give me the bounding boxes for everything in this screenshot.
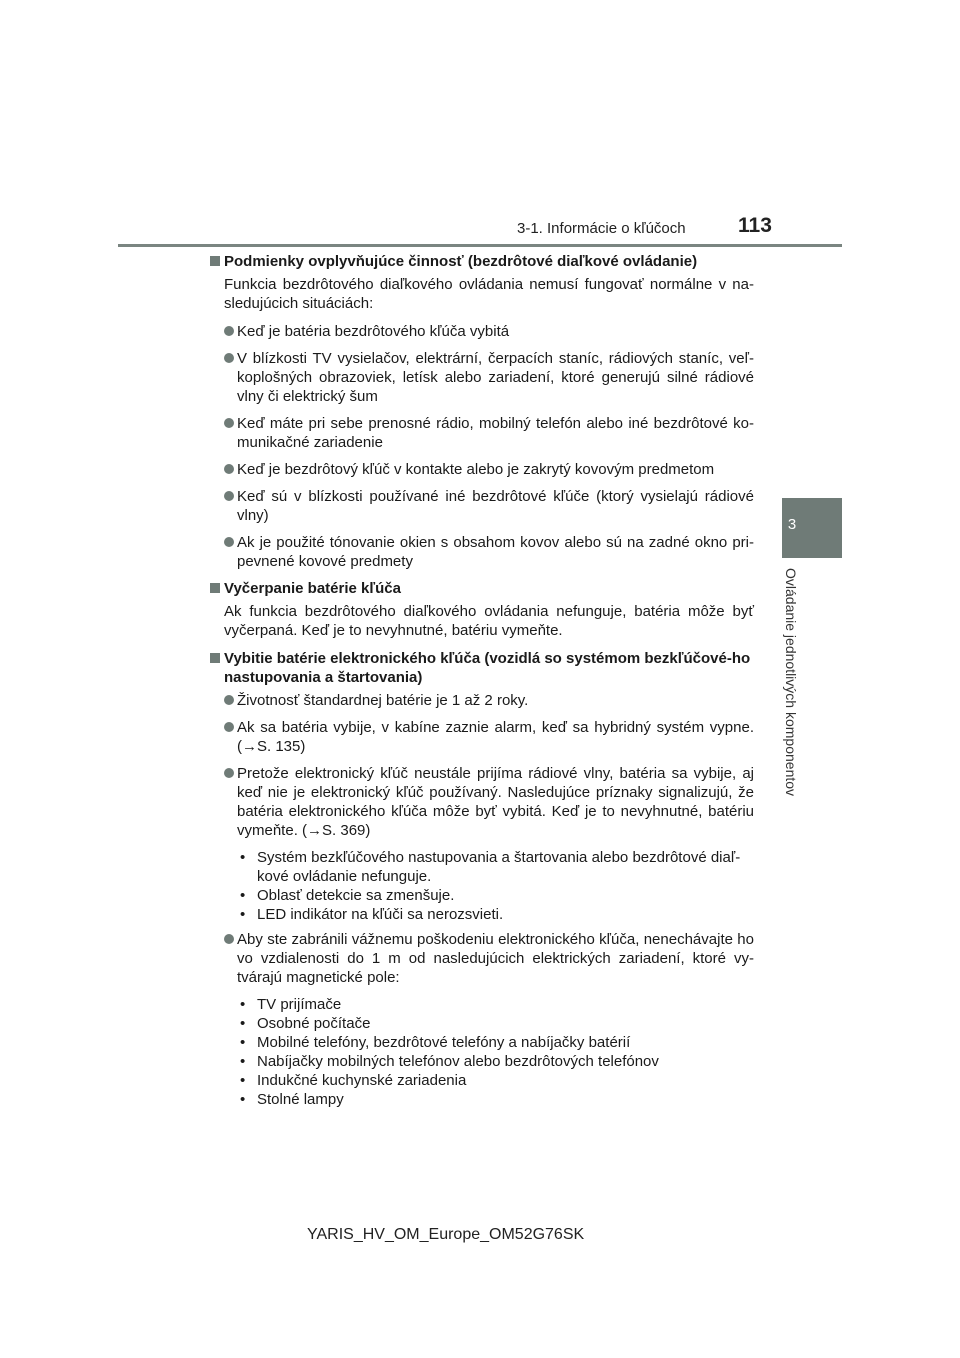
section-heading: Podmienky ovplyvňujúce činnosť (bezdrôtové diaľkové ovládanie)	[208, 252, 754, 271]
square-bullet-icon	[210, 583, 220, 593]
chapter-tab-number: 3	[787, 516, 797, 533]
section-intro: Funkcia bezdrôtového diaľkového ovládania nemusí fungovať normálne v na-sledujúcich situáciách:	[224, 276, 754, 312]
dot-bullet-icon: •	[240, 849, 246, 866]
square-bullet-icon	[210, 256, 220, 266]
sub-list-item: • Mobilné telefóny, bezdrôtové telefóny a nabíjačky batérií	[240, 1034, 631, 1051]
device-list	[208, 995, 754, 1109]
page-number: 113	[738, 214, 772, 237]
section-heading: Vyčerpanie batérie kľúča	[208, 579, 754, 598]
circle-bullet-icon	[224, 695, 234, 705]
dot-bullet-icon: •	[240, 1034, 246, 1051]
sub-list-item: • Nabíjačky mobilných telefónov alebo bezdrôtových telefónov	[240, 1053, 659, 1070]
header-rule	[118, 244, 842, 247]
dot-bullet-icon: •	[240, 996, 246, 1013]
section-intro: Ak funkcia bezdrôtového diaľkového ovládania nefunguje, batéria môže byť vyčerpaná. Keď je to nevyhnutné, batériu vymeňte.	[224, 603, 754, 639]
circle-bullet-icon	[224, 418, 234, 428]
circle-bullet-icon	[224, 768, 234, 778]
dot-bullet-icon: •	[240, 887, 246, 904]
circle-bullet-icon	[224, 722, 234, 732]
section-header: 3-1. Informácie o kľúčoch	[517, 220, 686, 237]
circle-bullet-icon	[224, 491, 234, 501]
circle-bullet-icon	[224, 934, 234, 944]
sub-list-item: • Indukčné kuchynské zariadenia	[240, 1072, 467, 1089]
chapter-tab-title: Ovládanie jednotlivých komponentov	[783, 568, 799, 797]
symptom-list	[208, 848, 754, 924]
dot-bullet-icon: •	[240, 1015, 246, 1032]
dot-bullet-icon: •	[240, 1053, 246, 1070]
circle-bullet-icon	[224, 326, 234, 336]
square-bullet-icon	[210, 653, 220, 663]
dot-bullet-icon: •	[240, 1091, 246, 1108]
dot-bullet-icon: •	[240, 1072, 246, 1089]
sub-list-item: • Osobné počítače	[240, 1015, 371, 1032]
list-item: Keď sú v blízkosti používané iné bezdrôtové kľúče (ktorý vysielajú rádiové vlny)	[208, 487, 754, 525]
sub-list-item: • Stolné lampy	[240, 1091, 344, 1108]
list-item: Keď je bezdrôtový kľúč v kontakte alebo je zakrytý kovovým predmetom	[208, 460, 754, 479]
list-item: Pretože elektronický kľúč neustále prijíma rádiové vlny, batéria sa vybije, aj keď nie je elektronický kľúč používaný. Nasledujúce príznaky signalizujú, že batéria elektronického kľúča môže byť vybitá. Keď je to nevyhnutné, batériu vymeňte. (→S. 369)	[208, 764, 754, 840]
list-item: Keď máte pri sebe prenosné rádio, mobilný telefón alebo iné bezdrôtové ko-munikačné zariadenie	[208, 414, 754, 452]
sub-list-item: • LED indikátor na kľúči sa nerozsvieti.	[240, 906, 504, 923]
list-item: V blízkosti TV vysielačov, elektrární, čerpacích staníc, rádiových staníc, veľ-koplošných obrazoviek, letísk alebo zariadení, ktoré generujú silné rádiové vlny či elektrický šum	[208, 349, 754, 406]
circle-bullet-icon	[224, 537, 234, 547]
circle-bullet-icon	[224, 464, 234, 474]
list-item: Aby ste zabránili vážnemu poškodeniu elektronického kľúča, nenechávajte ho vo vzdialenosti do 1 m od nasledujúcich elektrických zariadení, ktoré vy-tvárajú magnetické pole:	[208, 930, 754, 987]
list-item: Ak sa batéria vybije, v kabíne zaznie alarm, keď sa hybridný systém vypne. (→S. 135)	[208, 718, 754, 756]
circle-bullet-icon	[224, 353, 234, 363]
page-content	[208, 252, 754, 1115]
document-code: YARIS_HV_OM_Europe_OM52G76SK	[307, 1226, 585, 1243]
sub-list-item: • Systém bezkľúčového nastupovania a štartovania alebo bezdrôtové diaľ-kové ovládanie nefunguje.	[240, 849, 741, 885]
list-item: Ak je použité tónovanie okien s obsahom kovov alebo sú na zadné okno pri-pevnené kovové predmety	[208, 533, 754, 571]
sub-list-item: • TV prijímače	[240, 996, 342, 1013]
list-item: Keď je batéria bezdrôtového kľúča vybitá	[208, 322, 754, 341]
section-heading: Vybitie batérie elektronického kľúča (vozidlá so systémom bezkľúčové-ho nastupovania a štartovania)	[208, 649, 754, 687]
dot-bullet-icon: •	[240, 906, 246, 923]
list-item: Životnosť štandardnej batérie je 1 až 2 roky.	[208, 691, 754, 710]
sub-list-item: • Oblasť detekcie sa zmenšuje.	[240, 887, 455, 904]
